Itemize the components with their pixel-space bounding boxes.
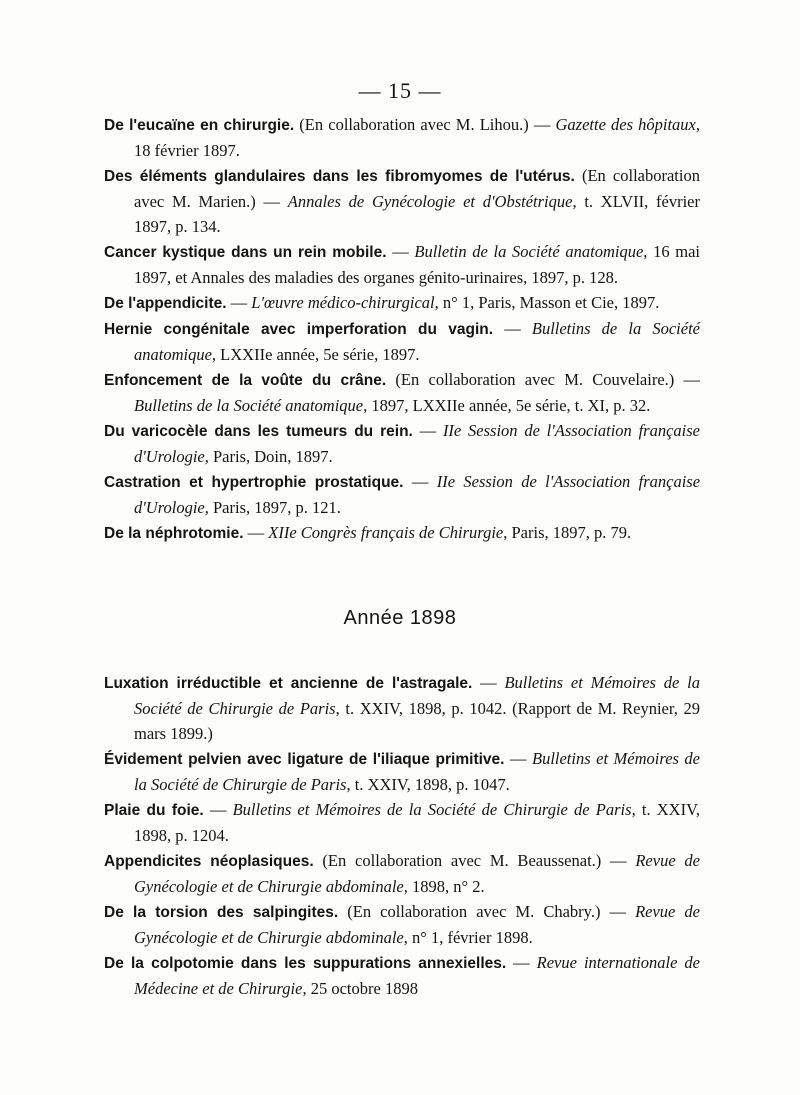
entry-source: Revue de Gynécologie et de Chirurgie abdominale [134, 902, 701, 947]
entry-text-after: , t. XXIV, 1898, p. 1047. [346, 775, 510, 794]
entry-source: Bulletins et Mémoires de la Société de Chirurgie de Paris [134, 673, 700, 718]
entry-source: L'œuvre médico-chirurgical [251, 293, 435, 312]
bibliography-entry [104, 290, 700, 316]
entry-text-before: — [226, 293, 252, 312]
entry-text-before: — [493, 319, 532, 338]
entry-text-after: , 25 octobre 1898 [302, 979, 418, 998]
entry-text-before: (En collaboration avec M. Couvelaire.) — [386, 370, 700, 389]
entry-text-before: (En collaboration avec M. Chabry.) — [338, 902, 636, 921]
bibliography-entry [104, 469, 700, 520]
entry-text-after: , n° 1, Paris, Masson et Cie, 1897. [434, 293, 660, 312]
entry-text-before: — [412, 421, 443, 440]
entry-source: Annales de Gynécologie et d'Obstétrique [287, 192, 573, 211]
bibliography-entry [104, 848, 700, 899]
entry-title: Cancer kystique dans un rein mobile. [104, 244, 387, 261]
entry-source: Bulletins et Mémoires de la Société de Chirurgie de Paris [134, 749, 701, 794]
entry-text-before: — [504, 749, 532, 768]
entry-title: Des éléments glandulaires dans les fibromyomes de l'utérus. [104, 168, 575, 185]
entry-text-after: , 16 mai 1897, et Annales des maladies des organes génito-urinaires, 1897, p. 128. [134, 242, 700, 287]
entry-title: Du varicocèle dans les tumeurs du rein. [104, 423, 413, 440]
year-heading-1898: Année 1898 [343, 607, 457, 629]
page-number: — 15 — [358, 78, 442, 103]
entry-text-before: — [506, 953, 537, 972]
bibliography-entry [104, 239, 700, 290]
entry-text-after: , t. XXIV, 1898, p. 1042. (Rapport de M. Reynier, 29 mars 1899.) [134, 699, 700, 743]
entry-title: De l'eucaïne en chirurgie. [104, 117, 295, 134]
entry-text-before: — [243, 523, 269, 542]
entry-source: Bulletins et Mémoires de la Société de Chirurgie de Paris [232, 800, 632, 819]
entry-source: Gazette des hôpitaux [555, 115, 696, 134]
bibliography-entry [104, 367, 700, 418]
entry-text-after: , n° 1, février 1898. [403, 928, 533, 947]
entry-text-after: , t. XXIV, 1898, p. 1204. [134, 800, 700, 845]
entry-text-before: — [386, 242, 415, 261]
entry-title: Luxation irréductible et ancienne de l'astragale. [104, 675, 473, 692]
bibliography-entry [104, 316, 700, 367]
entry-title: De la néphrotomie. [104, 525, 244, 542]
entry-source: Revue internationale de Médecine et de Chirurgie [134, 953, 700, 998]
bibliography-entry [104, 950, 700, 1001]
entry-title: De l'appendicite. [104, 295, 227, 312]
entry-text-after: , Paris, 1897, p. 79. [503, 523, 632, 542]
entry-source: IIe Session de l'Association française d'Urologie [134, 421, 700, 466]
bibliography-entry [104, 520, 700, 546]
entry-source: Bulletins de la Société anatomique [134, 396, 364, 415]
bibliography-entry [104, 670, 700, 746]
bibliography-entry [104, 112, 700, 163]
entry-title: Appendicites néoplasiques. [104, 853, 314, 870]
bibliography-entry [104, 163, 700, 239]
entry-text-before: — [403, 472, 437, 491]
entry-text-after: , t. XLVII, février 1897, p. 134. [134, 192, 700, 236]
entry-text-before: — [203, 800, 233, 819]
entry-text-after: , LXXIIe année, 5e série, 1897. [211, 345, 420, 364]
entry-text-after: , 1898, n° 2. [403, 877, 485, 896]
entry-title: De la colpotomie dans les suppurations annexielles. [104, 955, 507, 972]
bibliography-entry [104, 418, 700, 469]
entry-text-after: , 1897, LXXIIe année, 5e série, t. XI, p. 32. [363, 396, 651, 415]
entry-text-after: , Paris, Doin, 1897. [204, 447, 333, 466]
bibliography-entry [104, 899, 700, 950]
bibliography-entry [104, 797, 700, 848]
entry-source: Bulletin de la Société anatomique [414, 242, 644, 261]
entry-title: De la torsion des salpingites. [104, 904, 339, 921]
entry-text-before: (En collaboration avec M. Marien.) — [134, 166, 700, 211]
entry-title: Enfoncement de la voûte du crâne. [104, 372, 387, 389]
entry-title: Évidement pelvien avec ligature de l'iliaque primitive. [104, 751, 505, 768]
entry-text-after: , 18 février 1897. [134, 115, 700, 160]
entry-title: Castration et hypertrophie prostatique. [104, 474, 404, 491]
entry-text-before: — [472, 673, 505, 692]
entries-1898 [104, 670, 700, 1001]
entry-source: IIe Session de l'Association française d'Urologie [134, 472, 701, 517]
entry-source: XIIe Congrès français de Chirurgie [268, 523, 504, 542]
entry-text-after: , Paris, 1897, p. 121. [204, 498, 341, 517]
entry-source: Bulletins de la Société anatomique [134, 319, 700, 364]
entry-title: Hernie congénitale avec imperforation du vagin. [104, 321, 494, 338]
entry-title: Plaie du foie. [104, 802, 204, 819]
entry-source: Revue de Gynécologie et de Chirurgie abdominale [134, 851, 700, 896]
entry-text-before: (En collaboration avec M. Lihou.) — [294, 115, 556, 134]
entry-text-before: (En collaboration avec M. Beaussenat.) — [313, 851, 636, 870]
bibliography-entry [104, 746, 700, 797]
entries-1897 [104, 112, 700, 546]
